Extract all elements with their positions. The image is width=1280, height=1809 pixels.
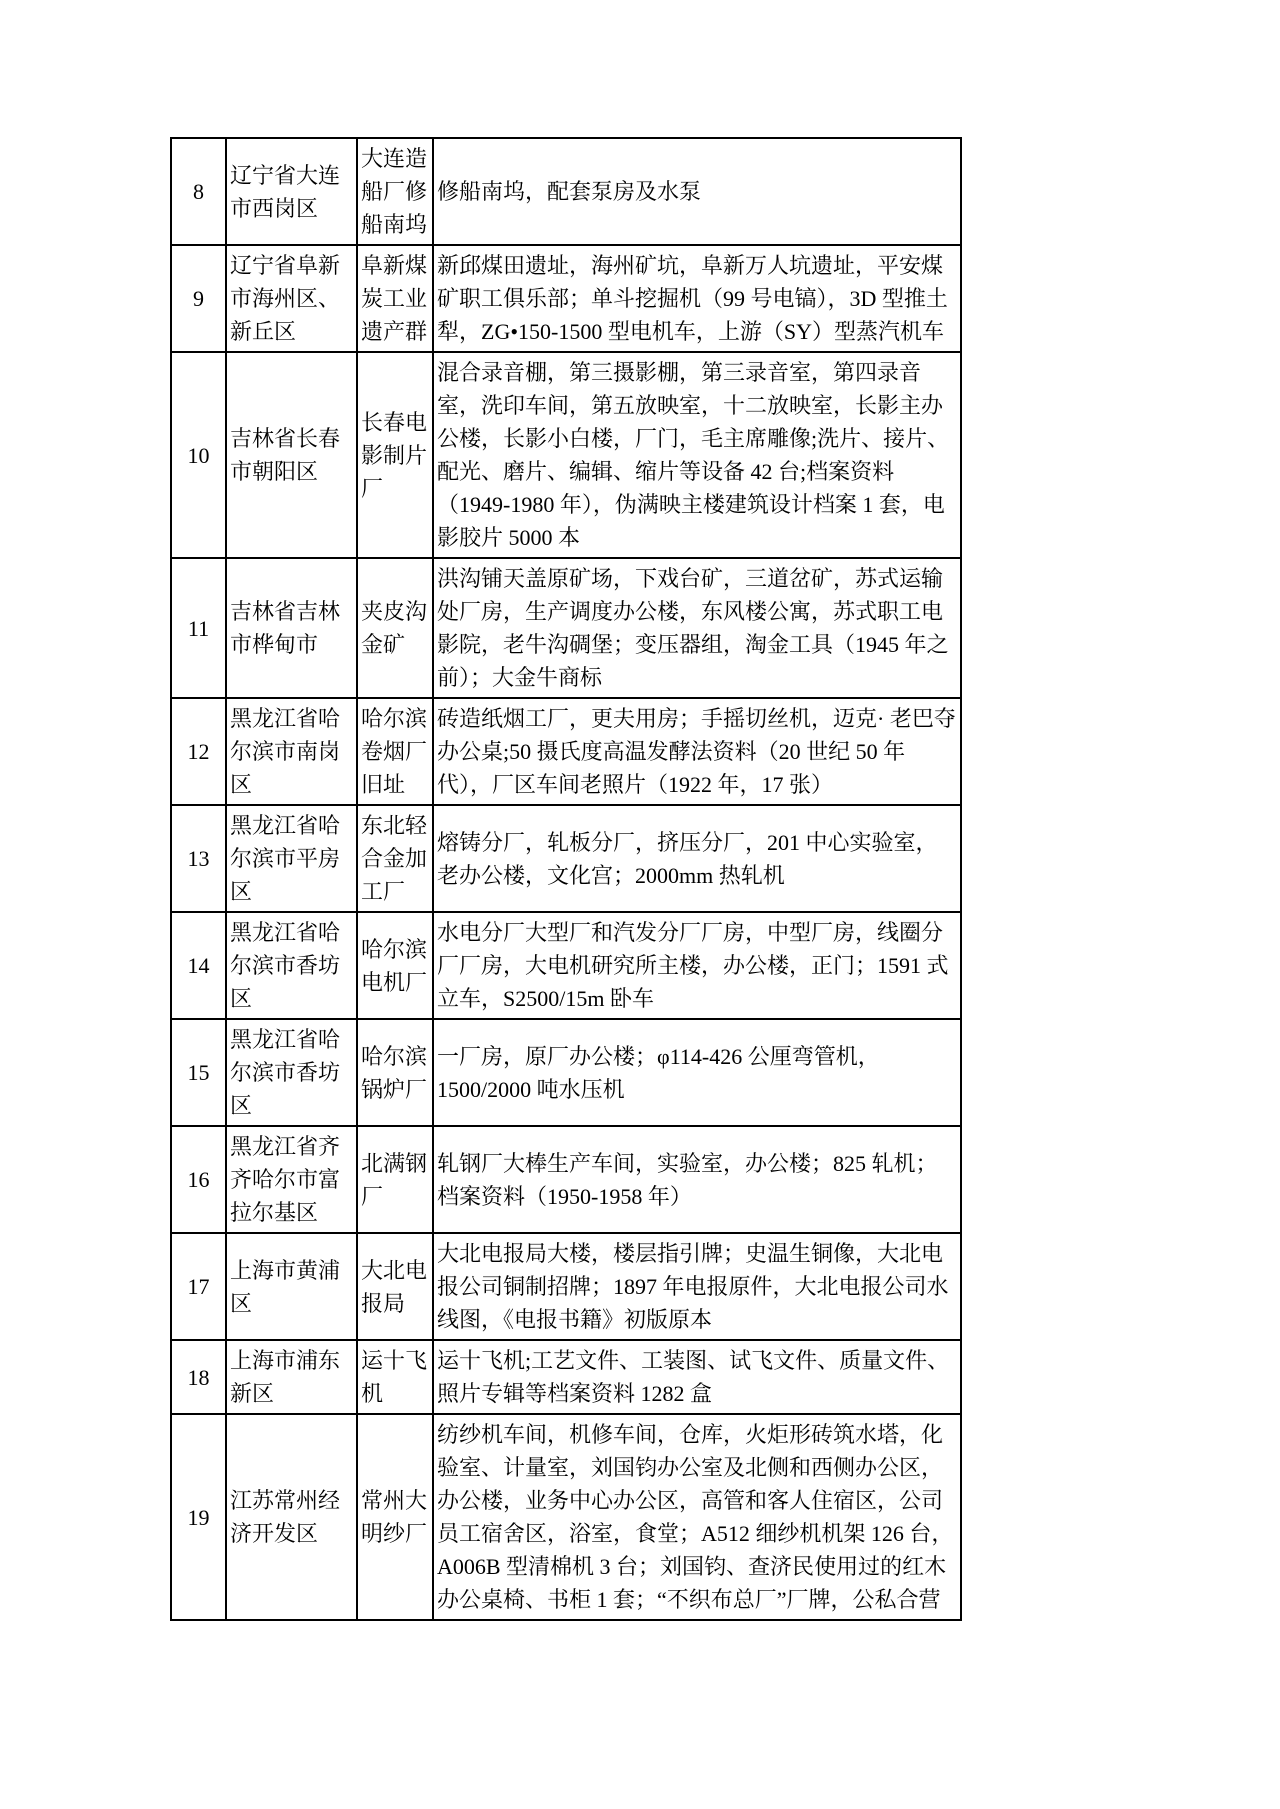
location-cell: 黑龙江省哈尔滨市平房区 [226, 805, 357, 912]
table-row [171, 1414, 961, 1620]
row-number-cell: 15 [171, 1019, 226, 1126]
table-row [171, 912, 961, 1019]
site-name-cell: 大北电报局 [357, 1233, 433, 1340]
row-number-cell: 10 [171, 352, 226, 558]
table-row [171, 352, 961, 558]
table-row [171, 1340, 961, 1414]
row-number-cell: 13 [171, 805, 226, 912]
location-cell: 黑龙江省齐齐哈尔市富拉尔基区 [226, 1126, 357, 1233]
description-cell: 修船南坞，配套泵房及水泵 [433, 138, 961, 245]
table-row [171, 1019, 961, 1126]
table-row [171, 558, 961, 698]
description-cell: 轧钢厂大棒生产车间，实验室，办公楼；825 轧机；档案资料（1950-1958 年） [433, 1126, 961, 1233]
site-name-cell: 阜新煤炭工业遗产群 [357, 245, 433, 352]
location-cell: 吉林省吉林市桦甸市 [226, 558, 357, 698]
location-cell: 辽宁省阜新市海州区、新丘区 [226, 245, 357, 352]
row-number-cell: 8 [171, 138, 226, 245]
site-name-cell: 长春电影制片厂 [357, 352, 433, 558]
row-number-cell: 9 [171, 245, 226, 352]
site-name-cell: 常州大明纱厂 [357, 1414, 433, 1620]
site-name-cell: 运十飞机 [357, 1340, 433, 1414]
heritage-table [170, 137, 962, 1621]
table-row [171, 1126, 961, 1233]
row-number-cell: 12 [171, 698, 226, 805]
location-cell: 吉林省长春市朝阳区 [226, 352, 357, 558]
table-row [171, 245, 961, 352]
table-row [171, 698, 961, 805]
description-cell: 混合录音棚，第三摄影棚，第三录音室，第四录音室，洗印车间，第五放映室，十二放映室，长影主办公楼，长影小白楼，厂门，毛主席雕像;洗片、接片、配光、磨片、编辑、缩片等设备 42 台;档案资料（1949-1980 年），伪满映主楼建筑设计档案 1 套，电影胶片 5000 本 [433, 352, 961, 558]
location-cell: 黑龙江省哈尔滨市香坊区 [226, 912, 357, 1019]
row-number-cell: 14 [171, 912, 226, 1019]
description-cell: 纺纱机车间，机修车间，仓库，火炬形砖筑水塔，化验室、计量室，刘国钧办公室及北侧和西侧办公区，办公楼，业务中心办公区，高管和客人住宿区，公司员工宿舍区，浴室，食堂；A512 细纱机机架 126 台，A006B 型清棉机 3 台；刘国钧、查济民使用过的红木办公桌椅、书柜 1 套；“不织布总厂”厂牌，公私合营 [433, 1414, 961, 1620]
location-cell: 黑龙江省哈尔滨市香坊区 [226, 1019, 357, 1126]
description-cell: 一厂房，原厂办公楼；φ114-426 公厘弯管机，1500/2000 吨水压机 [433, 1019, 961, 1126]
description-cell: 新邱煤田遗址，海州矿坑，阜新万人坑遗址，平安煤矿职工俱乐部；单斗挖掘机（99 号电镐），3D 型推土犁，ZG•150-1500 型电机车，上游（SY）型蒸汽机车 [433, 245, 961, 352]
location-cell: 江苏常州经济开发区 [226, 1414, 357, 1620]
table-row [171, 805, 961, 912]
row-number-cell: 19 [171, 1414, 226, 1620]
description-cell: 砖造纸烟工厂，更夫用房；手摇切丝机，迈克· 老巴夺办公桌;50 摄氏度高温发酵法资料（20 世纪 50 年代），厂区车间老照片（1922 年，17 张） [433, 698, 961, 805]
site-name-cell: 大连造船厂修船南坞 [357, 138, 433, 245]
site-name-cell: 北满钢厂 [357, 1126, 433, 1233]
location-cell: 上海市浦东新区 [226, 1340, 357, 1414]
row-number-cell: 11 [171, 558, 226, 698]
location-cell: 上海市黄浦区 [226, 1233, 357, 1340]
site-name-cell: 哈尔滨电机厂 [357, 912, 433, 1019]
row-number-cell: 16 [171, 1126, 226, 1233]
description-cell: 大北电报局大楼，楼层指引牌；史温生铜像，大北电报公司铜制招牌；1897 年电报原件，大北电报公司水线图，《电报书籍》初版原本 [433, 1233, 961, 1340]
site-name-cell: 哈尔滨卷烟厂旧址 [357, 698, 433, 805]
site-name-cell: 东北轻合金加工厂 [357, 805, 433, 912]
description-cell: 水电分厂大型厂和汽发分厂厂房，中型厂房，线圈分厂厂房，大电机研究所主楼，办公楼，正门；1591 式立车，S2500/15m 卧车 [433, 912, 961, 1019]
table-row [171, 1233, 961, 1340]
site-name-cell: 哈尔滨锅炉厂 [357, 1019, 433, 1126]
site-name-cell: 夹皮沟金矿 [357, 558, 433, 698]
description-cell: 洪沟铺天盖原矿场，下戏台矿，三道岔矿，苏式运输处厂房，生产调度办公楼，东风楼公寓，苏式职工电影院，老牛沟碉堡；变压器组，淘金工具（1945 年之前）；大金牛商标 [433, 558, 961, 698]
table-row [171, 138, 961, 245]
description-cell: 熔铸分厂，轧板分厂，挤压分厂，201 中心实验室，老办公楼，文化宫；2000mm 热轧机 [433, 805, 961, 912]
location-cell: 黑龙江省哈尔滨市南岗区 [226, 698, 357, 805]
location-cell: 辽宁省大连市西岗区 [226, 138, 357, 245]
description-cell: 运十飞机;工艺文件、工装图、试飞文件、质量文件、照片专辑等档案资料 1282 盒 [433, 1340, 961, 1414]
row-number-cell: 17 [171, 1233, 226, 1340]
row-number-cell: 18 [171, 1340, 226, 1414]
